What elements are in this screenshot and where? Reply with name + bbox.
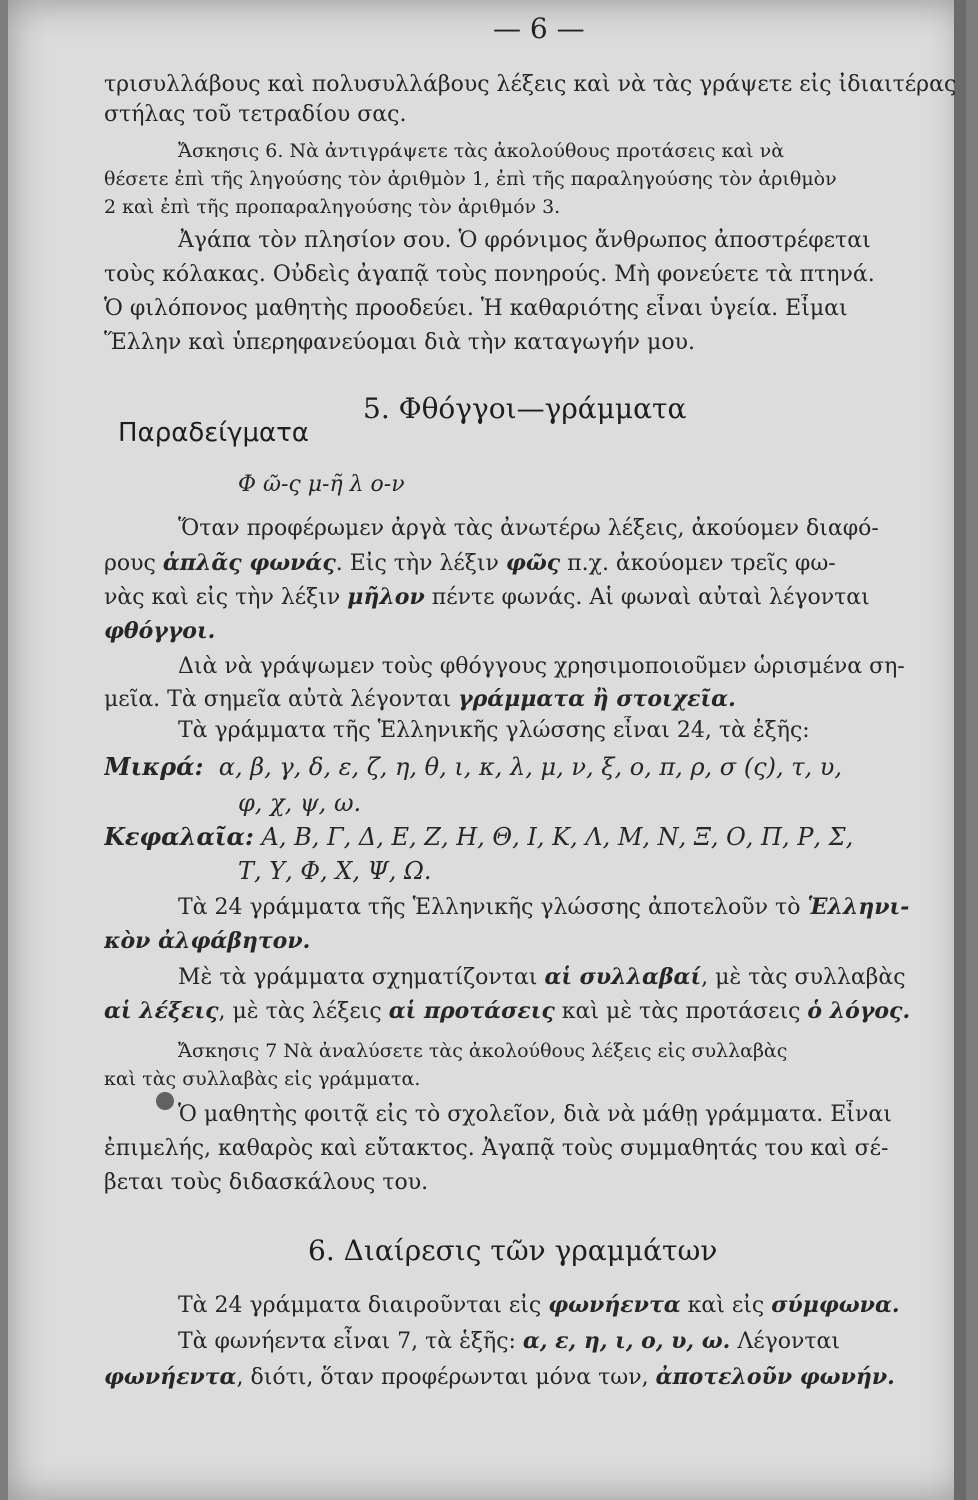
text-line: ἐπιμελής, καθαρὸς καὶ εὔτακτος. Ἀγαπᾷ τοὺς συμμαθητάς του καὶ σέ- — [104, 1136, 889, 1161]
text-line: τρισυλλάβους καὶ πολυσυλλάβους λέξεις καὶ νὰ τὰς γράψετε εἰς ἰδιαιτέρας — [104, 72, 957, 97]
text-line: καὶ τὰς συλλαβὰς εἰς γράμματα. — [104, 1068, 421, 1090]
text-line: τοὺς κόλακας. Οὐδεὶς ἀγαπᾷ τοὺς πονηρούς. Μὴ φονεύετε τὰ πτηνά. — [104, 262, 875, 287]
text-line: Τὰ φωνήεντα εἶναι 7, τὰ ἑξῆς: α, ε, η, ι, ο, υ, ω. Λέγονται — [178, 1328, 841, 1354]
section-6-title: 6. Διαίρεσις τῶν γραμμάτων — [308, 1234, 718, 1267]
text-line: μεῖα. Τὰ σημεῖα αὐτὰ λέγονται γράμματα ἢ στοιχεῖα. — [104, 686, 736, 712]
text-line: Διὰ νὰ γράψωμεν τοὺς φθόγγους χρησιμοποιοῦμεν ὡρισμένα ση- — [178, 654, 905, 679]
uppercase-letters-cont: Τ, Υ, Φ, Χ, Ψ, Ω. — [238, 857, 432, 885]
page-edge-shadow — [954, 0, 966, 1500]
text-line: Τὰ 24 γράμματα διαιροῦνται εἰς φωνήεντα καὶ εἰς σύμφωνα. — [178, 1292, 900, 1318]
text-line: Ὁ μαθητὴς φοιτᾷ εἰς τὸ σχολεῖον, διὰ νὰ μάθῃ γράμματα. Εἶναι — [178, 1102, 892, 1127]
book-page — [8, 0, 966, 1500]
examples-side-label: Παραδείγματα — [118, 418, 309, 448]
text-line: φωνήεντα, διότι, ὅταν προφέρωνται μόνα των, ἀποτελοῦν φωνήν. — [104, 1364, 895, 1390]
text-line: νὰς καὶ εἰς τὴν λέξιν μῆλον πέντε φωνάς. Αἱ φωναὶ αὐταὶ λέγονται — [104, 584, 870, 610]
text-line: 2 καὶ ἐπὶ τῆς προπαραληγούσης τὸν ἀριθμόν 3. — [104, 196, 561, 218]
text-line: κὸν ἀλφάβητον. — [104, 928, 311, 954]
text-line: ρους ἁπλᾶς φωνάς. Εἰς τὴν λέξιν φῶς π.χ. ἀκούομεν τρεῖς φω- — [104, 550, 836, 576]
exercise-7-heading: Ἄσκησις 7 Νὰ ἀναλύσετε τὰς ἀκολούθους λέξεις εἰς συλλαβὰς — [178, 1040, 788, 1062]
lowercase-letters-cont: φ, χ, ψ, ω. — [238, 789, 362, 817]
text-line: στήλας τοῦ τετραδίου σας. — [104, 102, 407, 127]
page-number: — 6 — — [493, 12, 585, 45]
text-line: βεται τοὺς διδασκάλους του. — [104, 1170, 429, 1195]
paper-stain — [156, 1092, 174, 1110]
text-line: Ὅταν προφέρωμεν ἀργὰ τὰς ἀνωτέρω λέξεις, ἀκούομεν διαφό- — [178, 516, 879, 541]
section-5-title: 5. Φθόγγοι—γράμματα — [363, 392, 687, 425]
text-line: Ὁ φιλόπονος μαθητὴς προοδεύει. Ἡ καθαριότης εἶναι ὑγεία. Εἶμαι — [104, 296, 848, 321]
example-words: Φ ῶ-ς μ-ῆ λ ο-ν — [238, 472, 405, 497]
uppercase-letters: Κεφαλαῖα: Α, Β, Γ, Δ, Ε, Ζ, Η, Θ, Ι, Κ, Λ, Μ, Ν, Ξ, Ο, Π, Ρ, Σ, — [104, 822, 854, 851]
text-line: Ἀγάπα τὸν πλησίον σου. Ὁ φρόνιμος ἄνθρωπος ἀποστρέφεται — [178, 228, 871, 253]
text-line: αἱ λέξεις, μὲ τὰς λέξεις αἱ προτάσεις καὶ μὲ τὰς προτάσεις ὁ λόγος. — [104, 998, 911, 1024]
text-line: φθόγγοι. — [104, 618, 216, 644]
text-line: θέσετε ἐπὶ τῆς ληγούσης τὸν ἀριθμὸν 1, ἐπὶ τῆς παραληγούσης τὸν ἀριθμὸν — [104, 168, 837, 190]
lowercase-letters: Μικρά: α, β, γ, δ, ε, ζ, η, θ, ι, κ, λ, μ, ν, ξ, ο, π, ρ, σ (ς), τ, υ, — [104, 752, 842, 781]
text-line: Τὰ 24 γράμματα τῆς Ἑλληνικῆς γλώσσης ἀποτελοῦν τὸ Ἑλληνι- — [178, 894, 910, 920]
exercise-6-heading: Ἄσκησις 6. Νὰ ἀντιγράψετε τὰς ἀκολούθους προτάσεις καὶ νὰ — [178, 140, 785, 162]
text-line: Τὰ γράμματα τῆς Ἑλληνικῆς γλώσσης εἶναι 24, τὰ ἑξῆς: — [178, 718, 810, 743]
text-line: Ἕλλην καὶ ὑπερηφανεύομαι διὰ τὴν καταγωγήν μου. — [104, 330, 695, 355]
text-line: Μὲ τὰ γράμματα σχηματίζονται αἱ συλλαβαί, μὲ τὰς συλλαβὰς — [178, 964, 906, 990]
